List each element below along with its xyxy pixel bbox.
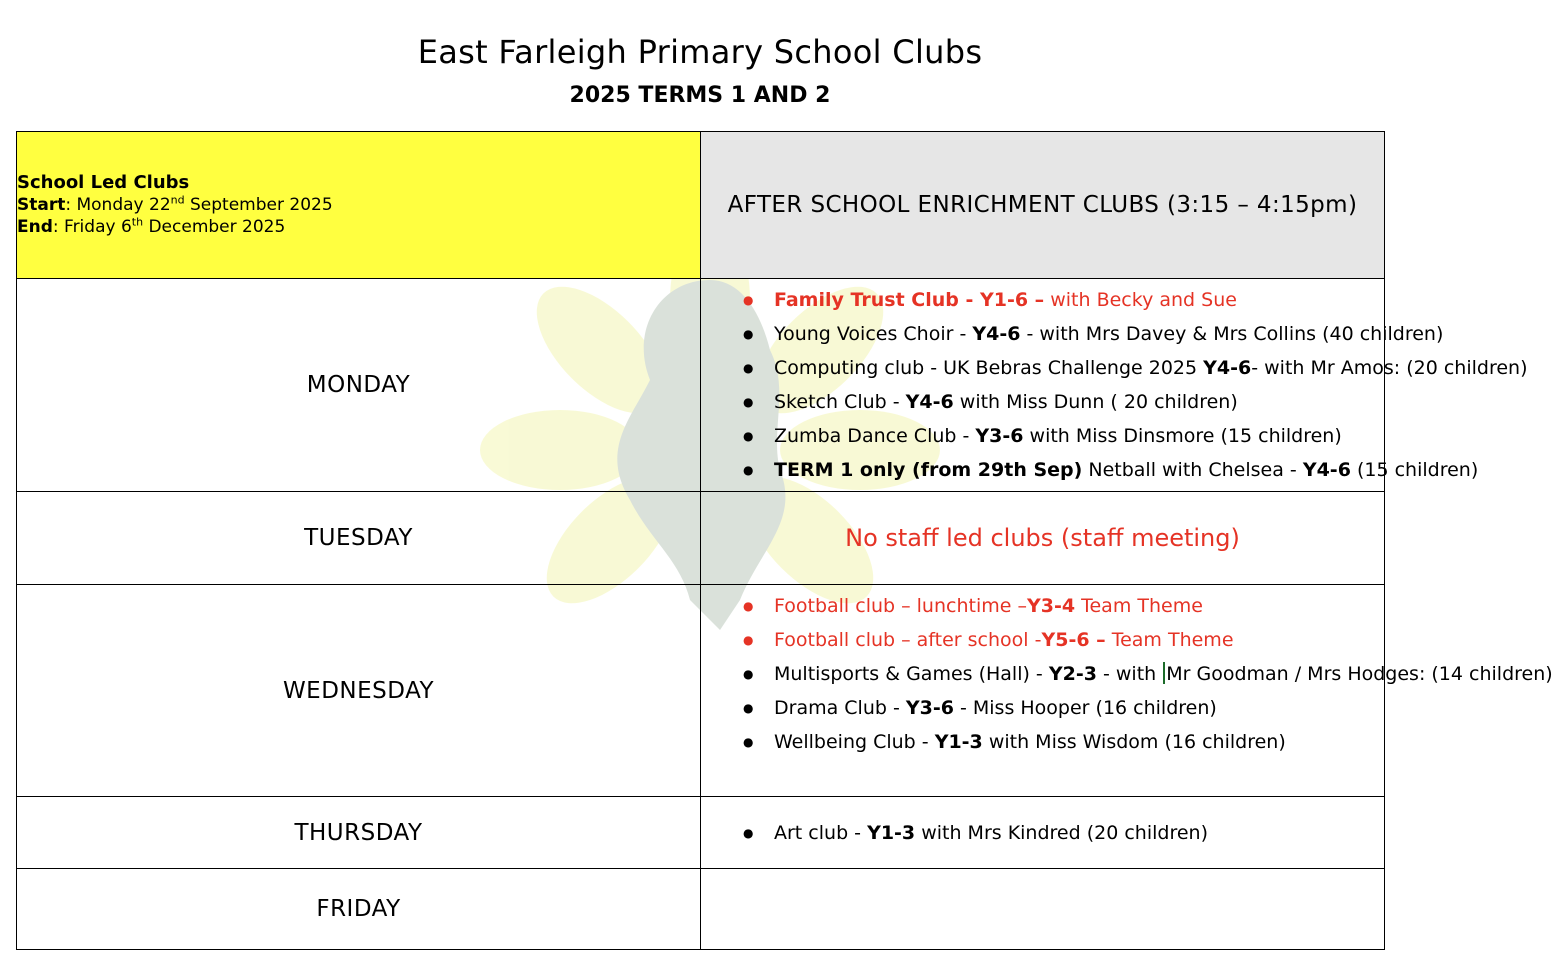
list-item: ● Drama Club - Y3-6 - Miss Hooper (16 children) <box>743 691 1384 725</box>
tuesday-note: No staff led clubs (staff meeting) <box>701 492 1385 585</box>
day-label-wednesday: WEDNESDAY <box>17 585 701 797</box>
table-row <box>17 279 1385 492</box>
list-item: ● Art club - Y1-3 with Mrs Kindred (20 children) <box>743 816 1384 850</box>
list-item: ● Sketch Club - Y4-6 with Miss Dunn ( 20 children) <box>743 385 1384 419</box>
wednesday-clubs-cell <box>701 585 1553 797</box>
page-title: East Farleigh Primary School Clubs <box>417 33 983 71</box>
list-item: ● Football club – after school -Y5-6 – Team Theme <box>743 623 1384 657</box>
monday-clubs-cell <box>701 279 1528 492</box>
list-item: ● Family Trust Club - Y1-6 – with Becky and Sue <box>743 283 1384 317</box>
info-heading: School Led Clubs <box>17 172 190 193</box>
table-row <box>17 797 1385 869</box>
table-row <box>17 585 1385 797</box>
list-item: ● TERM 1 only (from 29th Sep) Netball with Chelsea - Y4-6 (15 children) <box>743 453 1384 487</box>
monday-club-list <box>701 283 1528 487</box>
clubs-timetable <box>16 131 1553 950</box>
thursday-club-list <box>701 816 1384 850</box>
list-item: ● Multisports & Games (Hall) - Y2-3 - with Mr Goodman / Mrs Hodges: (14 children) <box>743 657 1384 691</box>
list-item: ● Young Voices Choir - Y4-6 - with Mrs Davey & Mrs Collins (40 children) <box>743 317 1384 351</box>
list-item: ● Computing club - UK Bebras Challenge 2025 Y4-6- with Mr Amos: (20 children) <box>743 351 1384 385</box>
text-cursor <box>1163 662 1165 684</box>
friday-clubs-cell <box>701 869 1385 950</box>
table-row <box>17 492 1385 585</box>
start-date: Start: Monday 22nd September 2025 <box>17 193 333 215</box>
day-label-monday: MONDAY <box>17 279 701 492</box>
thursday-clubs-cell <box>701 797 1385 869</box>
table-row <box>17 132 1385 279</box>
page-subtitle: 2025 TERMS 1 AND 2 <box>569 83 831 108</box>
club-dates-cell <box>17 132 701 279</box>
wednesday-club-list <box>701 589 1553 759</box>
enrichment-header: AFTER SCHOOL ENRICHMENT CLUBS (3:15 – 4:15pm) <box>701 132 1385 279</box>
list-item: ● Zumba Dance Club - Y3-6 with Miss Dinsmore (15 children) <box>743 419 1384 453</box>
end-date: End: Friday 6th December 2025 <box>17 215 286 237</box>
day-label-friday: FRIDAY <box>17 869 701 950</box>
list-item: ● Wellbeing Club - Y1-3 with Miss Wisdom (16 children) <box>743 725 1384 759</box>
day-label-thursday: THURSDAY <box>17 797 701 869</box>
table-row <box>17 869 1385 950</box>
list-item: ● Football club – lunchtime –Y3-4 Team Theme <box>743 589 1384 623</box>
day-label-tuesday: TUESDAY <box>17 492 701 585</box>
